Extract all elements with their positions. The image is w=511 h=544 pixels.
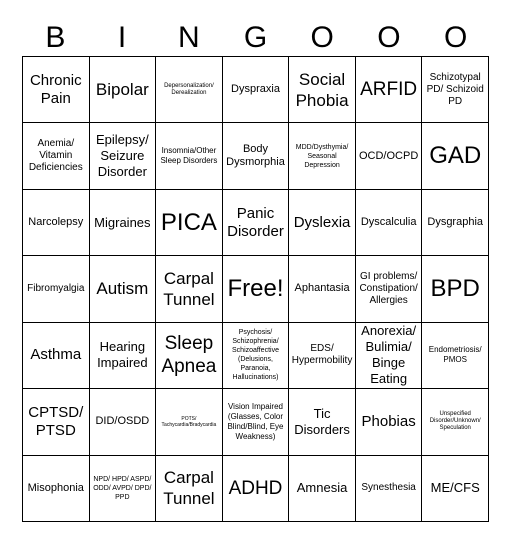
bingo-cell[interactable] bbox=[289, 256, 356, 322]
cell-label: ME/CFS bbox=[430, 480, 480, 496]
cell-label: Bipolar bbox=[95, 80, 149, 100]
header-letter: I bbox=[117, 21, 127, 54]
bingo-cell[interactable] bbox=[156, 323, 223, 389]
cell-label: Endometriosis/ PMOS bbox=[428, 345, 482, 365]
bingo-cell[interactable] bbox=[356, 323, 423, 389]
cell-label: CPTSD/ PTSD bbox=[28, 403, 84, 439]
bingo-cell[interactable] bbox=[223, 256, 290, 322]
cell-label: Insomnia/Other Sleep Disorders bbox=[160, 146, 218, 166]
bingo-cell[interactable] bbox=[90, 456, 157, 522]
cell-label: ARFID bbox=[360, 79, 418, 101]
cell-label: Psychosis/ Schizophrenia/ Schizoaffective (Delusions, Paranoia, Hallucinations) bbox=[232, 329, 279, 382]
bingo-cell[interactable] bbox=[223, 389, 290, 455]
cell-label: Fibromyalgia bbox=[27, 282, 85, 294]
cell-label: MDD/Dysthymia/ Seasonal Depression bbox=[295, 143, 349, 169]
bingo-cell[interactable] bbox=[156, 456, 223, 522]
bingo-cell[interactable] bbox=[356, 456, 423, 522]
bingo-cell[interactable] bbox=[156, 123, 223, 189]
cell-label: Dyslexia bbox=[293, 213, 351, 231]
bingo-cell[interactable] bbox=[156, 256, 223, 322]
bingo-cell[interactable] bbox=[289, 456, 356, 522]
bingo-cell[interactable] bbox=[356, 123, 423, 189]
cell-label: ADHD bbox=[228, 477, 283, 499]
bingo-cell[interactable] bbox=[23, 57, 90, 123]
bingo-cell[interactable] bbox=[422, 389, 489, 455]
bingo-cell[interactable] bbox=[356, 256, 423, 322]
header-letter: B bbox=[45, 21, 66, 54]
bingo-cell[interactable] bbox=[23, 389, 90, 455]
bingo-cell[interactable] bbox=[422, 256, 489, 322]
bingo-cell[interactable] bbox=[356, 57, 423, 123]
bingo-cell[interactable] bbox=[356, 190, 423, 256]
bingo-cell[interactable] bbox=[289, 389, 356, 455]
cell-label: NPD/ HPD/ ASPD/ ODD/ AVPD/ DPD/ PPD bbox=[93, 475, 152, 501]
cell-label: Vision Impaired (Glasses, Color Blind/Blind, Eye Weakness) bbox=[227, 401, 284, 441]
bingo-cell[interactable] bbox=[422, 57, 489, 123]
bingo-cell[interactable] bbox=[23, 123, 90, 189]
header-letter: G bbox=[243, 21, 268, 54]
cell-label: Anorexia/ Bulimia/ Binge Eating bbox=[361, 323, 417, 387]
bingo-cell[interactable] bbox=[23, 190, 90, 256]
cell-label: Carpal Tunnel bbox=[163, 268, 215, 309]
cell-label: Depersonalization/ Derealization bbox=[164, 82, 214, 96]
cell-label: Aphantasia bbox=[294, 282, 350, 295]
bingo-cell[interactable] bbox=[223, 190, 290, 256]
bingo-cell[interactable] bbox=[90, 190, 157, 256]
bingo-cell[interactable] bbox=[422, 323, 489, 389]
cell-label: Body Dysmorphia bbox=[226, 143, 285, 169]
cell-label: Tic Disorders bbox=[294, 405, 350, 437]
cell-label: Free! bbox=[227, 274, 284, 302]
cell-label: Synesthesia bbox=[361, 482, 416, 494]
cell-label: Sleep Apnea bbox=[161, 333, 217, 378]
bingo-cell[interactable] bbox=[23, 323, 90, 389]
bingo-cell[interactable] bbox=[90, 256, 157, 322]
cell-label: OCD/OCPD bbox=[358, 149, 419, 162]
cell-label: Dyspraxia bbox=[231, 83, 280, 96]
cell-label: GI problems/ Constipation/ Allergies bbox=[359, 270, 418, 306]
cell-label: Chronic Pain bbox=[29, 71, 82, 107]
bingo-cell[interactable] bbox=[289, 323, 356, 389]
bingo-cell[interactable] bbox=[422, 123, 489, 189]
bingo-cell[interactable] bbox=[90, 123, 157, 189]
bingo-cell[interactable] bbox=[289, 190, 356, 256]
bingo-cell[interactable] bbox=[223, 323, 290, 389]
cell-label: Migraines bbox=[94, 214, 151, 230]
cell-label: Amnesia bbox=[296, 480, 348, 496]
bingo-cell[interactable] bbox=[356, 389, 423, 455]
cell-label: Dysgraphia bbox=[427, 216, 484, 229]
bingo-cell[interactable] bbox=[289, 123, 356, 189]
cell-label: Dyscalculia bbox=[360, 216, 417, 229]
cell-label: GAD bbox=[429, 142, 482, 170]
bingo-cell[interactable] bbox=[23, 256, 90, 322]
bingo-cell[interactable] bbox=[223, 123, 290, 189]
bingo-cell[interactable] bbox=[223, 57, 290, 123]
bingo-cell[interactable] bbox=[90, 389, 157, 455]
cell-label: Phobias bbox=[361, 412, 416, 430]
cell-label: Social Phobia bbox=[295, 69, 349, 110]
header-letter: O bbox=[443, 21, 468, 54]
cell-label: Hearing Impaired bbox=[97, 339, 148, 371]
cell-label: Anemia/ Vitamin Deficiencies bbox=[28, 138, 83, 174]
bingo-header bbox=[22, 20, 489, 56]
bingo-cell[interactable] bbox=[422, 190, 489, 256]
cell-label: POTS/ Tachycardia/Bradycardia bbox=[161, 415, 217, 428]
cell-label: Narcolepsy bbox=[28, 216, 84, 229]
cell-label: Schizotypal PD/ Schizoid PD bbox=[426, 71, 484, 107]
cell-label: Carpal Tunnel bbox=[163, 468, 215, 509]
cell-label: EDS/ Hypermobility bbox=[291, 343, 353, 367]
cell-label: Epilepsy/ Seizure Disorder bbox=[95, 132, 149, 180]
bingo-cell[interactable] bbox=[90, 57, 157, 123]
bingo-cell[interactable] bbox=[289, 57, 356, 123]
cell-label: DID/OSDD bbox=[95, 415, 150, 428]
bingo-cell[interactable] bbox=[156, 389, 223, 455]
bingo-cell[interactable] bbox=[23, 456, 90, 522]
header-letter: N bbox=[177, 21, 200, 54]
bingo-cell[interactable] bbox=[422, 456, 489, 522]
header-letter: O bbox=[377, 21, 401, 54]
cell-label: Autism bbox=[96, 279, 149, 299]
cell-label: Unspecified Disorder/Unknown/ Speculation bbox=[429, 411, 481, 432]
cell-label: Misophonia bbox=[27, 481, 84, 494]
cell-label: BPD bbox=[430, 274, 480, 302]
bingo-cell[interactable] bbox=[156, 190, 223, 256]
bingo-cell[interactable] bbox=[223, 456, 290, 522]
cell-label: Asthma bbox=[30, 346, 82, 364]
bingo-board bbox=[22, 56, 489, 522]
cell-label: PICA bbox=[160, 208, 217, 236]
bingo-cell[interactable] bbox=[90, 323, 157, 389]
bingo-cell[interactable] bbox=[156, 57, 223, 123]
header-letter: O bbox=[310, 21, 334, 54]
cell-label: Panic Disorder bbox=[227, 204, 284, 240]
